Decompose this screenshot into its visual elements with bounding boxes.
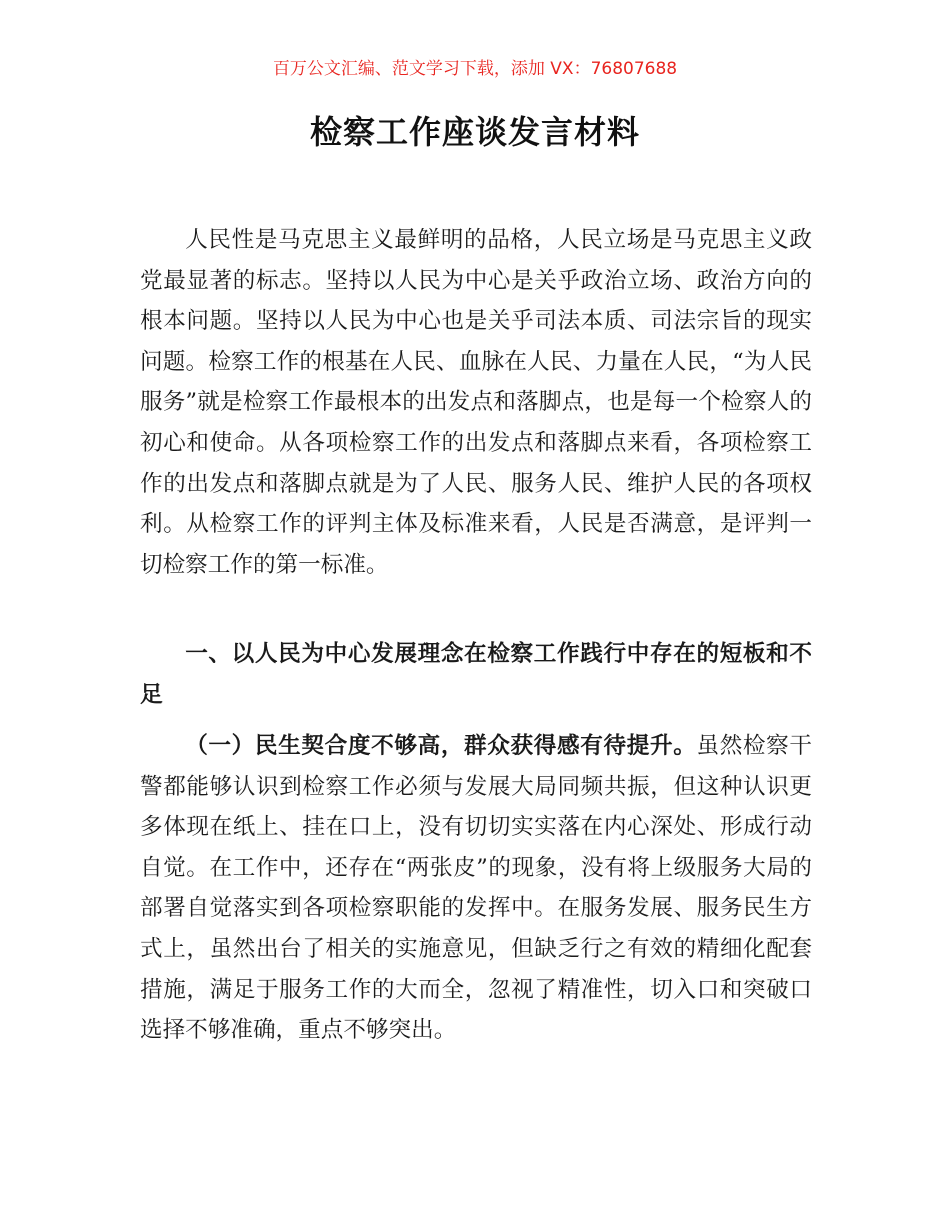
intro-paragraph: 人民性是马克思主义最鲜明的品格，人民立场是马克思主义政党最显著的标志。坚持以人民为中心是关乎政治立场、政治方向的根本问题。坚持以人民为中心也是关乎司法本质、司法宗旨的现实问题。检察工作的根基在人民、血脉在人民、力量在人民，“为人民服务”就是检察工作最根本的出发点和落脚点，也是每一个检察人的初心和使命。从各项检察工作的出发点和落脚点来看，各项检察工作的出发点和落脚点就是为了人民、服务人民、维护人民的各项权利。从检察工作的评判主体及标准来看，人民是否满意，是评判一切检察工作的第一标准。 (140, 227, 812, 578)
subsection-1-paragraph (140, 726, 812, 1051)
subsection-1-lead: （一）民生契合度不够高，群众获得感有待提升。 (185, 733, 697, 759)
intro-section (140, 220, 812, 585)
subsection-1-body: 虽然检察干警都能够认识到检察工作必须与发展大局同频共振，但这种认识更多体现在纸上、挂在口上，没有切切实实落在内心深处、形成行动自觉。在工作中，还存在“两张皮”的现象，没有将上级服务大局的部署自觉落实到各项检察职能的发挥中。在服务发展、服务民生方式上，虽然出台了相关的实施意见，但缺乏行之有效的精细化配套措施，满足于服务工作的大而全，忽视了精准性，切入口和突破口选择不够准确，重点不够突出。 (140, 733, 813, 1044)
section-heading-block (140, 634, 812, 715)
section-heading-1: 一、以人民为中心发展理念在检察工作践行中存在的短板和不足 (140, 641, 812, 708)
page-title: 检察工作座谈发言材料 (309, 113, 640, 151)
subsection-1 (140, 726, 812, 1051)
watermark-text: 百万公文汇编、范文学习下载，添加 VX：76807688 (272, 59, 678, 79)
